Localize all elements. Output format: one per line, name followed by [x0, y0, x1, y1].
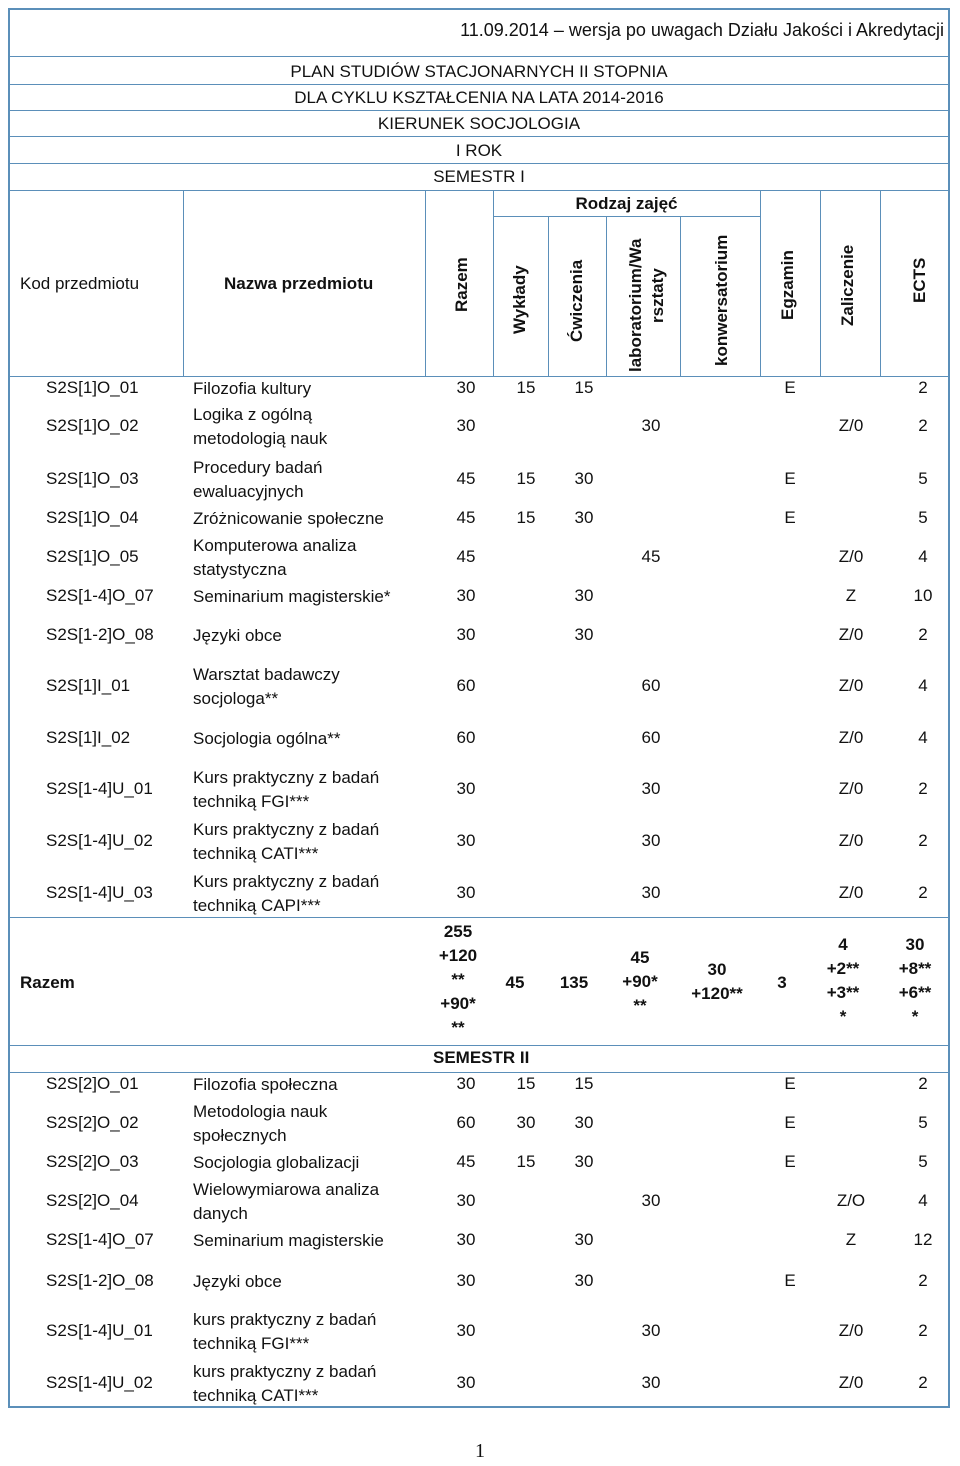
razem-ects-line: +8**: [898, 959, 932, 978]
col-divider: [820, 190, 821, 376]
course-name-line: techniką FGI***: [193, 792, 310, 811]
cell-razem: 30: [456, 378, 476, 397]
course-code: S2S[2]O_02: [46, 1113, 139, 1132]
course-name: [193, 818, 379, 866]
cell-razem: 45: [456, 508, 476, 527]
course-name: [193, 456, 322, 504]
header-rodzaj: Rodzaj zajęć: [575, 194, 678, 213]
course-name-line: Filozofia społeczna: [193, 1075, 338, 1094]
course-name-line: Metodologia nauk: [193, 1102, 328, 1121]
header-wyklady: Wykłady: [510, 265, 529, 334]
course-name: [193, 766, 379, 814]
razem-wyk: 45: [505, 973, 525, 992]
course-name: [193, 1178, 379, 1226]
cell-lab: 30: [641, 416, 661, 435]
cell-cw: 30: [574, 1230, 594, 1249]
cell-zal: Z: [845, 1230, 857, 1249]
cell-zal: E: [784, 1074, 796, 1093]
cell-zal: Z/0: [838, 625, 864, 644]
course-code: S2S[1-4]U_02: [46, 831, 153, 850]
header-razem: Razem: [452, 257, 471, 312]
semester-2-title: SEMESTR II: [433, 1048, 530, 1067]
cell-ects: 5: [918, 508, 928, 527]
course-name: [193, 1229, 384, 1253]
course-name: [193, 1073, 338, 1097]
cell-wyk: 15: [516, 378, 536, 397]
course-name: [193, 1270, 282, 1294]
course-name-line: Socjologia globalizacji: [193, 1153, 360, 1172]
razem-zal-line: *: [839, 1007, 847, 1026]
course-code: S2S[1]O_02: [46, 416, 139, 435]
course-name: [193, 624, 282, 648]
divider: [8, 1045, 950, 1046]
cell-ects: 2: [918, 779, 928, 798]
title-line-1: PLAN STUDIÓW STACJONARNYCH II STOPNIA: [290, 62, 668, 81]
cell-razem: 30: [456, 1074, 476, 1093]
course-name: [193, 534, 356, 582]
course-name-line: Komputerowa analiza: [193, 536, 357, 555]
course-name-line: techniką CAPI***: [193, 896, 321, 915]
razem-label: Razem: [20, 973, 75, 992]
cell-cw: 30: [574, 508, 594, 527]
course-code: S2S[1]O_04: [46, 508, 139, 527]
col-divider: [425, 190, 426, 376]
course-name: [193, 377, 311, 401]
cell-ects: 4: [918, 1191, 928, 1210]
cell-ects: 2: [918, 1373, 928, 1392]
course-code: S2S[2]O_03: [46, 1152, 139, 1171]
razem-zal: [803, 933, 883, 1029]
divider: [8, 917, 950, 918]
course-name-line: Warsztat badawczy: [193, 665, 340, 684]
cell-razem: 45: [456, 469, 476, 488]
course-name-line: metodologią nauk: [193, 429, 328, 448]
razem-razem-line: +120: [438, 946, 478, 965]
course-name-line: ewaluacyjnych: [193, 482, 304, 501]
razem-lab-line: **: [633, 996, 647, 1015]
course-name: [193, 1151, 359, 1175]
course-name-line: Języki obce: [193, 626, 282, 645]
cell-zal: Z/0: [838, 1321, 864, 1340]
cell-ects: 4: [918, 728, 928, 747]
course-code: S2S[1-2]O_08: [46, 625, 154, 644]
razem-zal-line: 4: [838, 935, 848, 954]
header-kod: Kod przedmiotu: [20, 274, 140, 293]
course-code: S2S[1]I_01: [46, 676, 131, 695]
course-name: [193, 870, 379, 918]
col-divider: [548, 217, 549, 376]
razem-lab-line: +90*: [622, 972, 658, 991]
cell-razem: 60: [456, 676, 476, 695]
course-name-line: kurs praktyczny z badań: [193, 1310, 377, 1329]
course-name-line: kurs praktyczny z badań: [193, 1362, 377, 1381]
cell-wyk: 15: [516, 508, 536, 527]
cell-lab: 30: [641, 831, 661, 850]
course-name-line: Seminarium magisterskie: [193, 1231, 384, 1250]
divider: [8, 1072, 950, 1073]
cell-lab: 30: [641, 1373, 661, 1392]
cell-ects: 4: [918, 676, 928, 695]
cell-ects: 2: [918, 883, 928, 902]
course-name-line: Kurs praktyczny z badań: [193, 872, 380, 891]
course-code: S2S[1]O_03: [46, 469, 139, 488]
cell-cw: 30: [574, 469, 594, 488]
cell-cw: 30: [574, 625, 594, 644]
razem-konw: [677, 958, 757, 1006]
cell-razem: 30: [456, 831, 476, 850]
cell-ects: 10: [913, 586, 933, 605]
course-name-line: Języki obce: [193, 1272, 282, 1291]
course-name-line: Filozofia kultury: [193, 379, 312, 398]
cell-zal: E: [784, 469, 796, 488]
course-name-line: techniką CATI***: [193, 844, 319, 863]
cell-razem: 30: [456, 1230, 476, 1249]
cell-razem: 45: [456, 1152, 476, 1171]
cell-ects: 2: [918, 1271, 928, 1290]
razem-zal-line: +2**: [826, 959, 860, 978]
course-code: S2S[1-4]U_01: [46, 779, 153, 798]
cell-zal: E: [784, 1271, 796, 1290]
course-name: [193, 403, 327, 451]
cell-ects: 2: [918, 1321, 928, 1340]
cell-lab: 60: [641, 676, 661, 695]
cell-ects: 5: [918, 1113, 928, 1132]
course-name-line: Wielowymiarowa analiza: [193, 1180, 380, 1199]
course-name-line: Zróżnicowanie społeczne: [193, 509, 384, 528]
course-code: S2S[1]O_05: [46, 547, 139, 566]
divider: [8, 136, 950, 137]
header-konw: konwersatorium: [712, 234, 731, 366]
razem-cw: 135: [559, 973, 589, 992]
course-code: S2S[1-4]O_07: [46, 1230, 154, 1249]
cell-wyk: 15: [516, 1074, 536, 1093]
title-line-3: KIERUNEK SOCJOLOGIA: [377, 114, 581, 133]
header-zaliczenie: Zaliczenie: [838, 244, 857, 326]
cell-razem: 60: [456, 1113, 476, 1132]
header-cwiczenia: Ćwiczenia: [567, 259, 586, 342]
course-name-line: Kurs praktyczny z badań: [193, 768, 380, 787]
course-code: S2S[2]O_04: [46, 1191, 139, 1210]
course-name: [193, 1308, 376, 1356]
cell-zal: Z/O: [836, 1191, 866, 1210]
course-name-line: Seminarium magisterskie*: [193, 587, 391, 606]
razem-ects-line: 30: [905, 935, 925, 954]
cell-zal: Z/0: [838, 416, 864, 435]
cell-zal: Z/0: [838, 779, 864, 798]
course-name: [193, 507, 384, 531]
cell-ects: 4: [918, 547, 928, 566]
cell-lab: 60: [641, 728, 661, 747]
cell-wyk: 15: [516, 469, 536, 488]
header-lab-2: rsztaty: [648, 268, 667, 323]
course-code: S2S[1-4]O_07: [46, 586, 154, 605]
col-divider: [183, 190, 184, 376]
version-dateline: 11.09.2014 – wersja po uwagach Działu Jakości i Akredytacji: [460, 20, 944, 40]
cell-ects: 2: [918, 831, 928, 850]
cell-cw: 30: [574, 586, 594, 605]
cell-zal: Z/0: [838, 883, 864, 902]
col-divider: [606, 217, 607, 376]
course-code: S2S[1-2]O_08: [46, 1271, 154, 1290]
page-number: 1: [475, 1440, 485, 1462]
divider: [8, 84, 950, 85]
cell-cw: 30: [574, 1113, 594, 1132]
course-code: S2S[1-4]U_01: [46, 1321, 153, 1340]
razem-ects-line: +6**: [898, 983, 932, 1002]
cell-zal: Z/0: [838, 676, 864, 695]
header-ects: ECTS: [910, 257, 929, 303]
cell-zal: Z/0: [838, 728, 864, 747]
razem-lab-line: 45: [630, 948, 650, 967]
razem-ects-line: *: [911, 1007, 919, 1026]
course-name-line: statystyczna: [193, 560, 287, 579]
cell-zal: E: [784, 378, 796, 397]
col-divider: [880, 190, 881, 376]
course-code: S2S[1]O_01: [46, 378, 139, 397]
cell-cw: 15: [574, 1074, 594, 1093]
cell-ects: 5: [918, 1152, 928, 1171]
cell-ects: 5: [918, 469, 928, 488]
divider: [8, 56, 950, 57]
razem-razem-line: **: [451, 1018, 465, 1037]
cell-razem: 60: [456, 728, 476, 747]
cell-zal: Z/0: [838, 1373, 864, 1392]
cell-cw: 30: [574, 1152, 594, 1171]
course-name-line: Procedury badań: [193, 458, 323, 477]
divider: [8, 376, 950, 377]
title-line-5: SEMESTR I: [433, 167, 525, 186]
cell-lab: 30: [641, 779, 661, 798]
cell-zal: E: [784, 1113, 796, 1132]
course-name: [193, 727, 340, 751]
cell-ects: 12: [913, 1230, 933, 1249]
cell-lab: 45: [641, 547, 661, 566]
razem-razem-line: +90*: [440, 994, 476, 1013]
cell-zal: E: [784, 508, 796, 527]
cell-ects: 2: [918, 416, 928, 435]
razem-razem-line: **: [451, 970, 465, 989]
cell-ects: 2: [918, 1074, 928, 1093]
cell-wyk: 15: [516, 1152, 536, 1171]
divider: [8, 163, 950, 164]
razem-lab: [600, 946, 680, 1018]
cell-razem: 30: [456, 1271, 476, 1290]
cell-cw: 30: [574, 1271, 594, 1290]
cell-ects: 2: [918, 378, 928, 397]
course-name: [193, 663, 340, 711]
course-code: S2S[1-4]U_03: [46, 883, 153, 902]
cell-zal: E: [784, 1152, 796, 1171]
course-code: S2S[1-4]U_02: [46, 1373, 153, 1392]
cell-razem: 30: [456, 1373, 476, 1392]
cell-ects: 2: [918, 625, 928, 644]
course-name-line: społecznych: [193, 1126, 287, 1145]
title-line-2: DLA CYKLU KSZTAŁCENIA NA LATA 2014-2016: [294, 88, 664, 107]
cell-razem: 30: [456, 1321, 476, 1340]
cell-zal: Z/0: [838, 831, 864, 850]
course-name-line: danych: [193, 1204, 248, 1223]
cell-razem: 30: [456, 586, 476, 605]
header-egzamin: Egzamin: [778, 250, 797, 320]
cell-lab: 30: [641, 1191, 661, 1210]
razem-razem-line: 255: [443, 922, 473, 941]
course-code: S2S[2]O_01: [46, 1074, 139, 1093]
cell-razem: 30: [456, 883, 476, 902]
course-name: [193, 1100, 327, 1148]
cell-wyk: 30: [516, 1113, 536, 1132]
cell-razem: 30: [456, 1191, 476, 1210]
cell-cw: 15: [574, 378, 594, 397]
course-name: [193, 585, 390, 609]
razem-zal-line: +3**: [826, 983, 860, 1002]
course-name-line: Kurs praktyczny z badań: [193, 820, 380, 839]
col-divider: [680, 217, 681, 376]
razem-konw-line: 30: [707, 960, 727, 979]
course-name: [193, 1360, 376, 1408]
divider: [8, 110, 950, 111]
razem-ects: [875, 933, 955, 1029]
col-divider: [760, 190, 761, 376]
cell-lab: 30: [641, 1321, 661, 1340]
header-nazwa: Nazwa przedmiotu: [224, 274, 374, 293]
cell-zal: Z/0: [838, 547, 864, 566]
razem-konw-line: +120**: [691, 984, 743, 1003]
header-lab-1: laboratorium/Wa: [626, 238, 645, 372]
divider: [8, 190, 950, 191]
cell-zal: Z: [845, 586, 857, 605]
divider: [493, 216, 760, 218]
course-name-line: Socjologia ogólna**: [193, 729, 341, 748]
course-name-line: Logika z ogólną: [193, 405, 313, 424]
course-name-line: techniką CATI***: [193, 1386, 319, 1405]
course-name-line: techniką FGI***: [193, 1334, 310, 1353]
title-line-4: I ROK: [455, 141, 503, 160]
course-code: S2S[1]I_02: [46, 728, 131, 747]
cell-razem: 30: [456, 416, 476, 435]
razem-egz: 3: [777, 973, 787, 992]
cell-lab: 30: [641, 883, 661, 902]
cell-razem: 30: [456, 779, 476, 798]
cell-razem: 30: [456, 625, 476, 644]
cell-razem: 45: [456, 547, 476, 566]
course-name-line: socjologa**: [193, 689, 279, 708]
